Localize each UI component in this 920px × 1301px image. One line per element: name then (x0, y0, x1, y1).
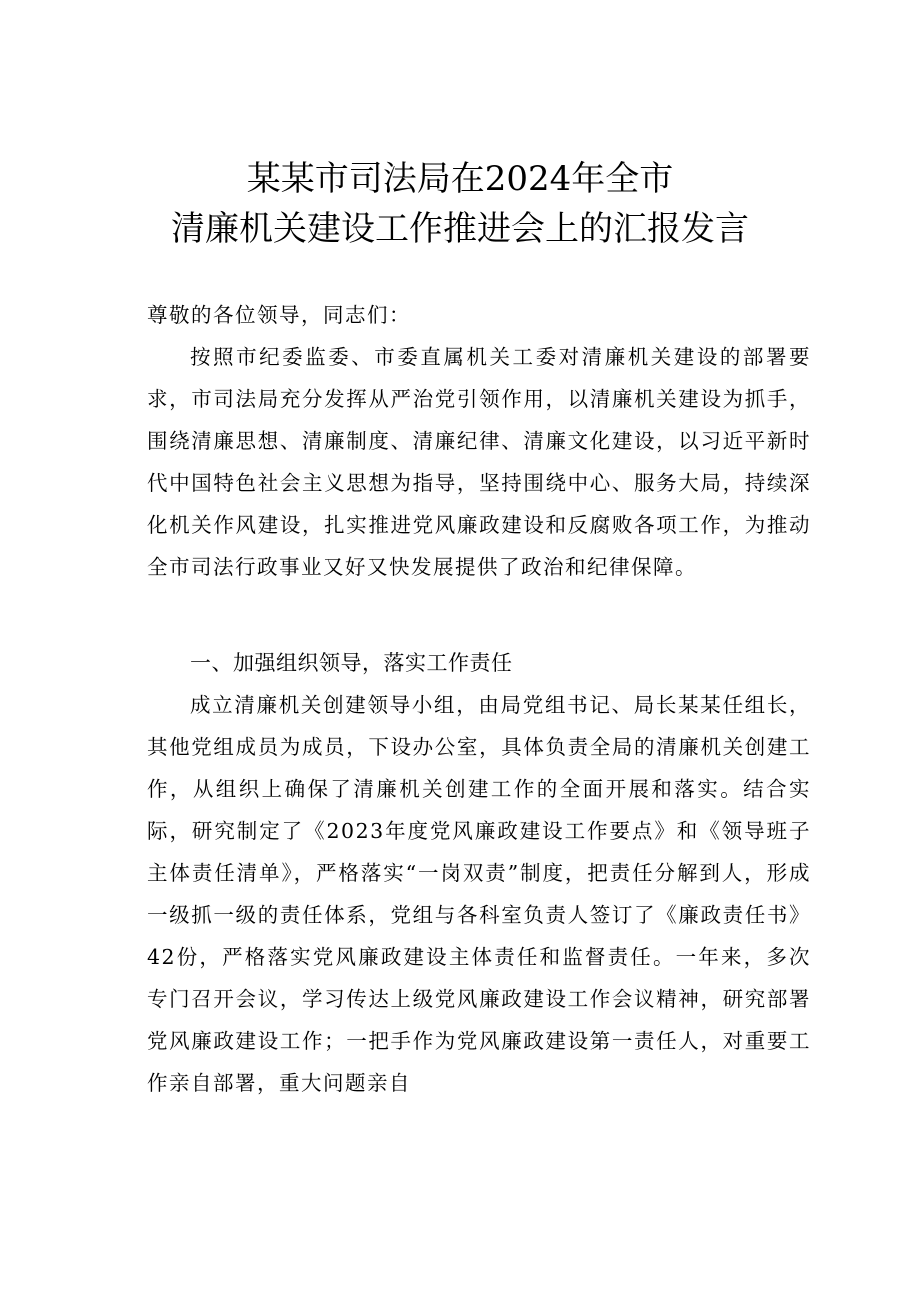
section-heading-1: 一、加强组织领导，落实工作责任 (190, 651, 513, 675)
paragraph-intro: 按照市纪委监委、市委直属机关工委对清廉机关建设的部署要求，市司法局充分发挥从严治党引领作用，以清廉机关建设为抓手，围绕清廉思想、清廉制度、清廉纪律、清廉文化建设，以习近平新时代中国特色社会主义思想为指导，坚持围绕中心、服务大局，持续深化机关作风建设，扎实推进党风廉政建设和反腐败各项工作，为推动全市司法行政事业又好又快发展提供了政治和纪律保障。 (147, 345, 811, 579)
paragraph-section-1: 成立清廉机关创建领导小组，由局党组书记、局长某某任组长，其他党组成员为成员，下设办公室，具体负责全局的清廉机关创建工作，从组织上确保了清廉机关创建工作的全面开展和落实。结合实际，研究制定了《2023年度党风廉政建设工作要点》和《领导班子主体责任清单》，严格落实“一岗双责”制度，把责任分解到人，形成一级抓一级的责任体系，党组与各科室负责人签订了《廉政责任书》42份，严格落实党风廉政建设主体责任和监督责任。一年来，多次专门召开会议，学习传达上级党风廉政建设工作会议精神，研究部署党风廉政建设工作；一把手作为党风廉政建设第一责任人，对重要工作亲自部署，重大问题亲自 (147, 693, 811, 1095)
document-title-line-1: 某某市司法局在2024年全市 (246, 159, 674, 199)
document-title-line-2: 清廉机关建设工作推进会上的汇报发言 (171, 209, 749, 249)
salutation: 尊敬的各位领导，同志们： (147, 303, 411, 327)
